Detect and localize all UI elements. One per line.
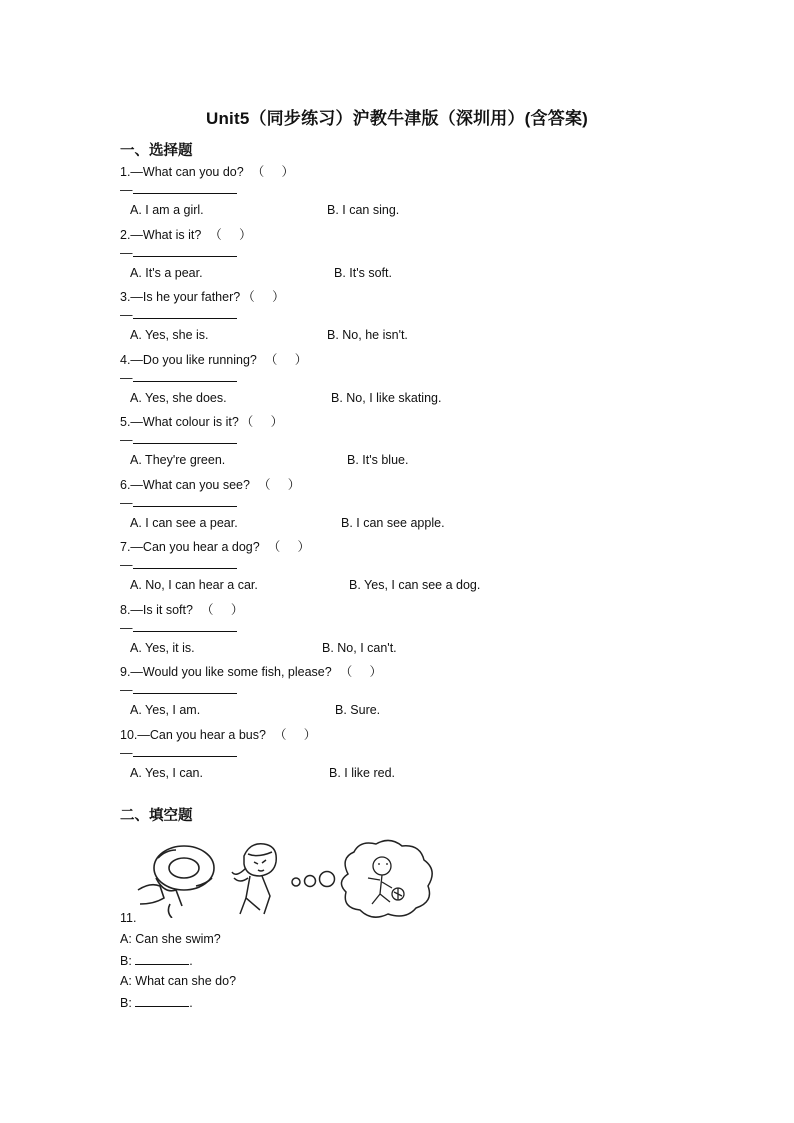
- response-line: [120, 744, 237, 760]
- answer-parentheses[interactable]: （ ）: [257, 477, 301, 492]
- option-a[interactable]: A. It's a pear.: [130, 265, 203, 280]
- response-blank[interactable]: [133, 681, 237, 694]
- option-a[interactable]: A. No, I can hear a car.: [130, 578, 258, 592]
- question-text: [120, 475, 300, 493]
- thought-bubble-icon: [292, 840, 432, 917]
- section-heading-fill: 二、填空题: [120, 808, 193, 824]
- question-text: [120, 287, 285, 305]
- answer-blank[interactable]: [135, 953, 189, 965]
- option-a[interactable]: A. Yes, she does.: [130, 390, 227, 405]
- fill-speaker-b: B:: [120, 954, 132, 968]
- option-a[interactable]: A. I am a girl.: [130, 203, 204, 217]
- response-line: [120, 244, 237, 260]
- dash: —: [120, 433, 133, 447]
- question-prompt: 1.—What can you do?: [120, 165, 244, 179]
- fill-question-number: 11.: [120, 911, 137, 925]
- question-prompt: 3.—Is he your father?: [120, 290, 241, 304]
- dash: —: [120, 370, 133, 385]
- answer-parentheses[interactable]: （ ）: [339, 665, 383, 679]
- response-line: [120, 431, 237, 447]
- response-line: [120, 181, 237, 197]
- answer-parentheses[interactable]: （ ）: [251, 165, 295, 179]
- fill-speaker-b: B:: [120, 996, 132, 1010]
- response-blank[interactable]: [133, 556, 237, 569]
- option-a[interactable]: A. Yes, I am.: [130, 703, 201, 717]
- question-prompt: 9.—Would you like some fish, please?: [120, 665, 332, 679]
- illustration: [136, 838, 446, 918]
- option-b[interactable]: B. Sure.: [335, 703, 381, 717]
- option-a[interactable]: A. I can see a pear.: [130, 515, 238, 530]
- section-heading-choice: 一、选择题: [120, 143, 193, 159]
- question-prompt: 7.—Can you hear a dog?: [120, 540, 260, 554]
- question-text: [120, 162, 294, 180]
- answer-blank[interactable]: [135, 995, 189, 1007]
- period: .: [189, 996, 193, 1010]
- response-line: [120, 619, 237, 635]
- option-b[interactable]: B. Yes, I can see a dog.: [349, 578, 481, 592]
- question-prompt: 10.—Can you hear a bus?: [120, 727, 266, 742]
- response-line: [120, 369, 237, 385]
- question-text: [120, 662, 382, 680]
- dash: —: [120, 495, 133, 510]
- response-blank[interactable]: [133, 744, 237, 757]
- question-text: [120, 412, 283, 430]
- response-line: [120, 494, 237, 510]
- option-b[interactable]: B. I can see apple.: [341, 515, 445, 530]
- fill-line-1: A: Can she swim?: [120, 932, 221, 946]
- option-a[interactable]: A. Yes, she is.: [130, 328, 209, 342]
- dash: —: [120, 620, 133, 635]
- question-text: [120, 350, 307, 368]
- option-b[interactable]: B. No, he isn't.: [327, 328, 408, 342]
- answer-parentheses[interactable]: （ ）: [267, 540, 311, 554]
- option-b[interactable]: B. No, I can't.: [322, 640, 397, 655]
- question-prompt: 5.—What colour is it?: [120, 415, 239, 429]
- option-b[interactable]: B. It's soft.: [334, 265, 392, 280]
- response-blank[interactable]: [133, 494, 237, 507]
- dash: —: [120, 745, 133, 760]
- question-prompt: 8.—Is it soft?: [120, 602, 193, 617]
- fill-line-2: [120, 953, 193, 968]
- question-text: [120, 225, 252, 243]
- answer-parentheses[interactable]: （ ）: [240, 415, 284, 429]
- answer-parentheses[interactable]: （ ）: [200, 602, 244, 617]
- response-blank[interactable]: [133, 369, 237, 382]
- dash: —: [120, 683, 133, 697]
- period: .: [189, 954, 193, 968]
- girl-icon: [232, 844, 276, 914]
- response-line: [120, 556, 237, 572]
- answer-parentheses[interactable]: （ ）: [242, 290, 285, 304]
- answer-parentheses[interactable]: （ ）: [273, 727, 317, 742]
- dash: —: [120, 308, 133, 322]
- question-prompt: 6.—What can you see?: [120, 477, 250, 492]
- question-prompt: 2.—What is it?: [120, 227, 202, 242]
- option-b[interactable]: B. I like red.: [329, 765, 395, 780]
- response-blank[interactable]: [133, 244, 237, 257]
- page-title: Unit5（同步练习）沪教牛津版（深圳用）(含答案): [205, 109, 589, 128]
- response-line: [120, 681, 237, 697]
- fill-line-4: [120, 995, 193, 1010]
- response-blank[interactable]: [133, 306, 237, 319]
- question-text: [120, 537, 310, 555]
- option-b[interactable]: B. I can sing.: [327, 203, 400, 217]
- dash: —: [120, 183, 133, 197]
- dash: —: [120, 558, 133, 572]
- answer-parentheses[interactable]: （ ）: [264, 352, 308, 367]
- question-text: [120, 725, 316, 743]
- option-b[interactable]: B. No, I like skating.: [331, 390, 442, 405]
- fill-line-3: A: What can she do?: [120, 974, 237, 988]
- answer-parentheses[interactable]: （ ）: [209, 227, 252, 242]
- response-blank[interactable]: [133, 619, 237, 632]
- question-text: [120, 600, 243, 618]
- response-line: [120, 306, 237, 322]
- boy-playing-icon: [368, 857, 404, 904]
- dash: —: [120, 245, 133, 260]
- question-prompt: 4.—Do you like running?: [120, 352, 257, 367]
- option-a[interactable]: A. Yes, I can.: [130, 765, 203, 780]
- option-a[interactable]: A. They're green.: [130, 453, 226, 467]
- response-blank[interactable]: [133, 181, 237, 194]
- option-b[interactable]: B. It's blue.: [347, 453, 409, 467]
- option-a[interactable]: A. Yes, it is.: [130, 640, 195, 655]
- swim-ring-icon: [138, 846, 214, 918]
- response-blank[interactable]: [133, 431, 237, 444]
